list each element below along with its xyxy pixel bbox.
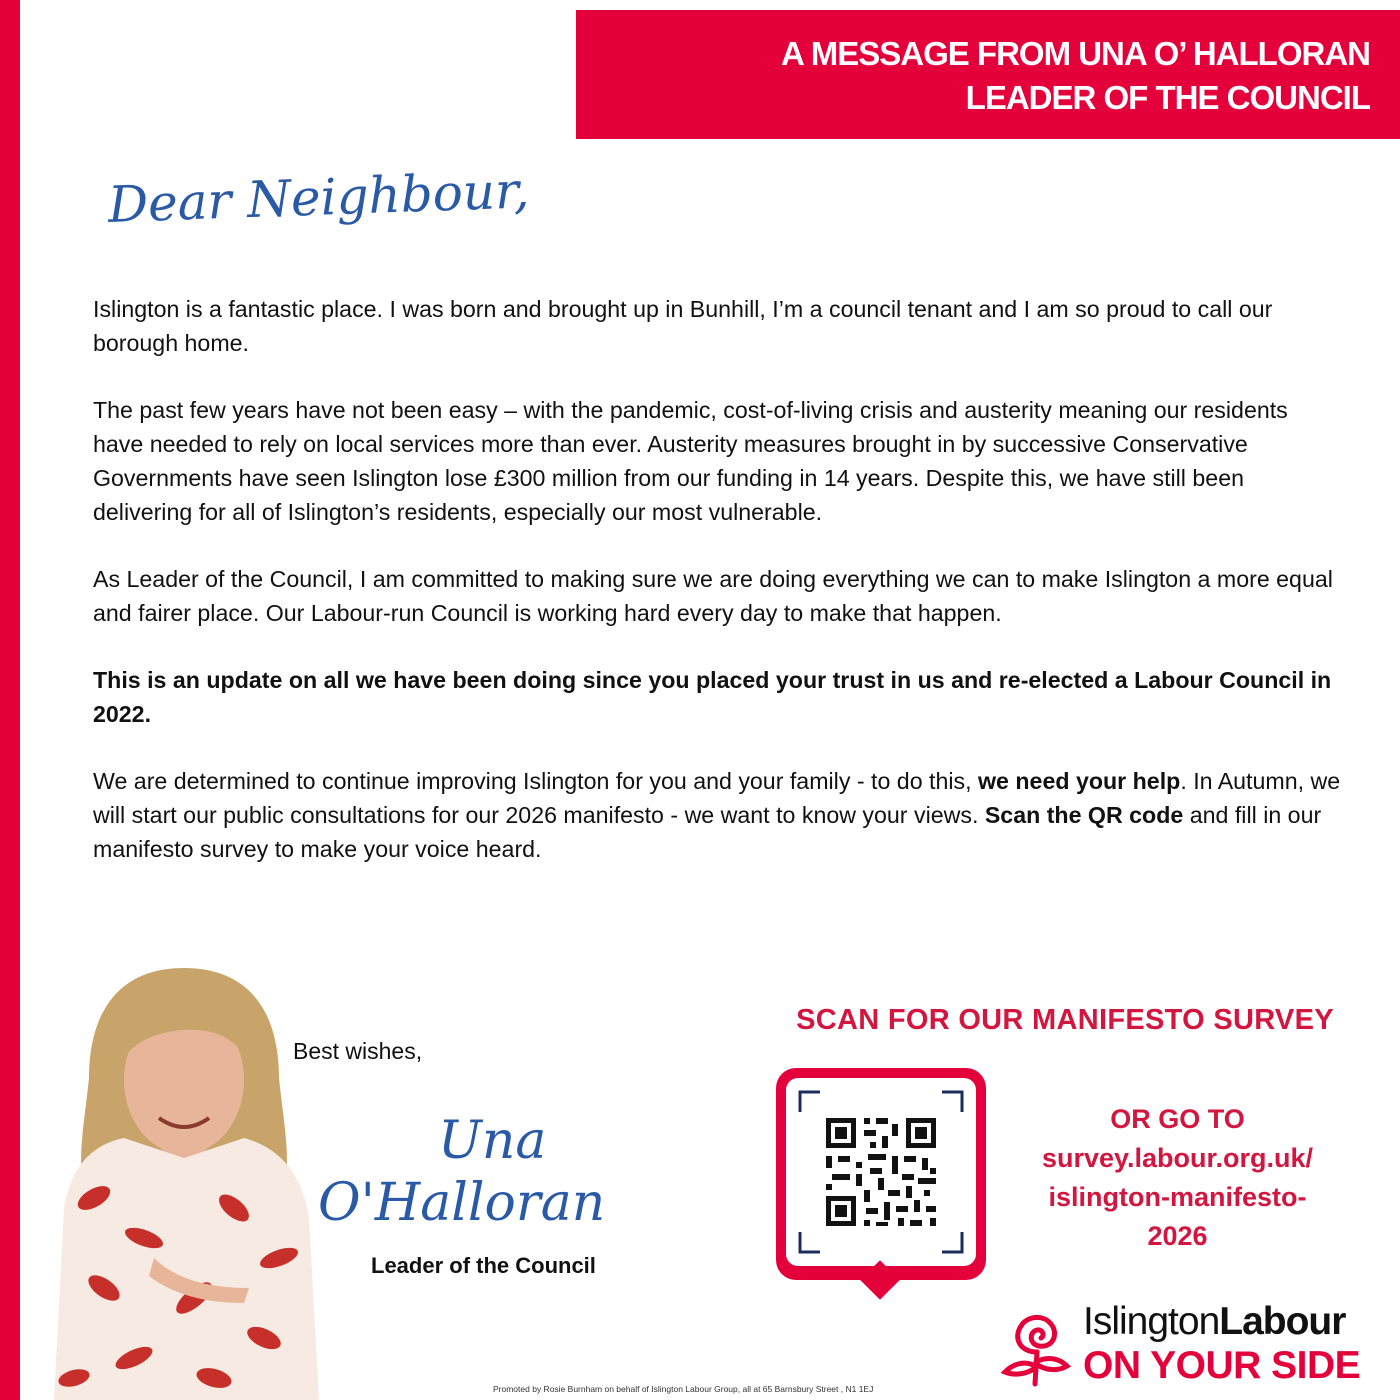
p5-emphasis-help: we need your help xyxy=(978,768,1181,794)
paragraph-2: The past few years have not been easy – with the pandemic, cost-of-living crisis and austerity meaning our residents have needed to rely on local services more than ever. Austerity measures brought in by successive Conservative Governments have seen Islington lose £300 million from our funding in 14 years. Despite this, we have still been delivering for all of Islington’s residents, especially our most vulnerable. xyxy=(93,397,1288,525)
signature-last-name: O'Halloran xyxy=(318,1173,606,1233)
brand-tagline: ON YOUR SIDE xyxy=(1083,1344,1361,1387)
survey-url-line-1[interactable]: survey.labour.org.uk/ xyxy=(1041,1143,1314,1173)
survey-heading: SCAN FOR OUR MANIFESTO SURVEY xyxy=(796,1004,1334,1036)
paragraph-3: As Leader of the Council, I am committed to making sure we are doing everything we can to make Islington a more equal and fairer place. Our Labour-run Council is working hard every day to make that happen. xyxy=(93,566,1333,626)
rose-icon xyxy=(995,1302,1079,1388)
p5-part-c: . In Autumn, we will start our public consultations for our 2026 manifesto - we want to know your views. xyxy=(93,768,1341,828)
p5-part-a: We are determined to continue improving Islington for you and your family - to do this, xyxy=(93,768,979,794)
survey-url-line-3[interactable]: 2026 xyxy=(1147,1221,1208,1251)
leader-portrait-photo xyxy=(34,958,334,1400)
left-accent-bar xyxy=(0,0,20,1400)
paragraph-4-bold xyxy=(93,663,1343,731)
paragraph-4-text: This is an update on all we have been doing since you placed your trust in us and re-elected a Labour Council in 2022. xyxy=(93,667,1332,727)
qr-code-panel xyxy=(786,1078,976,1266)
handwritten-signature xyxy=(318,1110,605,1234)
qr-code-icon[interactable] xyxy=(786,1078,976,1266)
header-banner xyxy=(576,10,1400,139)
signatory-role: Leader of the Council xyxy=(371,1253,596,1278)
brand-wordmark xyxy=(1083,1300,1345,1344)
imprint-footer: Promoted by Rosie Burnham on behalf of Islington Labour Group, all at 65 Barnsbury Street , N1 1EJ xyxy=(493,1384,874,1394)
or-go-to-label: OR GO TO xyxy=(1110,1104,1245,1134)
header-line-2: LEADER OF THE COUNCIL xyxy=(965,79,1370,116)
handwritten-salutation: Dear Neighbour, xyxy=(106,161,531,234)
survey-url-line-2[interactable]: islington-manifesto- xyxy=(1048,1182,1307,1212)
brand-labour: Labour xyxy=(1219,1300,1346,1343)
paragraph-5 xyxy=(93,764,1343,866)
header-line-1: A MESSAGE FROM UNA O’ HALLORAN xyxy=(780,35,1370,72)
qr-code-frame[interactable] xyxy=(776,1068,986,1280)
survey-url-block xyxy=(1010,1100,1345,1256)
closing-text: Best wishes, xyxy=(293,1038,423,1064)
p5-part-e: and fill in our manifesto survey to make your voice heard. xyxy=(93,802,1322,862)
brand-islington: Islington xyxy=(1083,1300,1220,1343)
p5-emphasis-scan: Scan the QR code xyxy=(984,802,1184,828)
letter-body xyxy=(93,292,1343,899)
signature-first-name: Una xyxy=(438,1111,547,1171)
paragraph-1: Islington is a fantastic place. I was born and brought up in Bunhill, I’m a council tenant and I am so proud to call our borough home. xyxy=(93,296,1273,356)
islington-labour-logo xyxy=(995,1300,1395,1392)
